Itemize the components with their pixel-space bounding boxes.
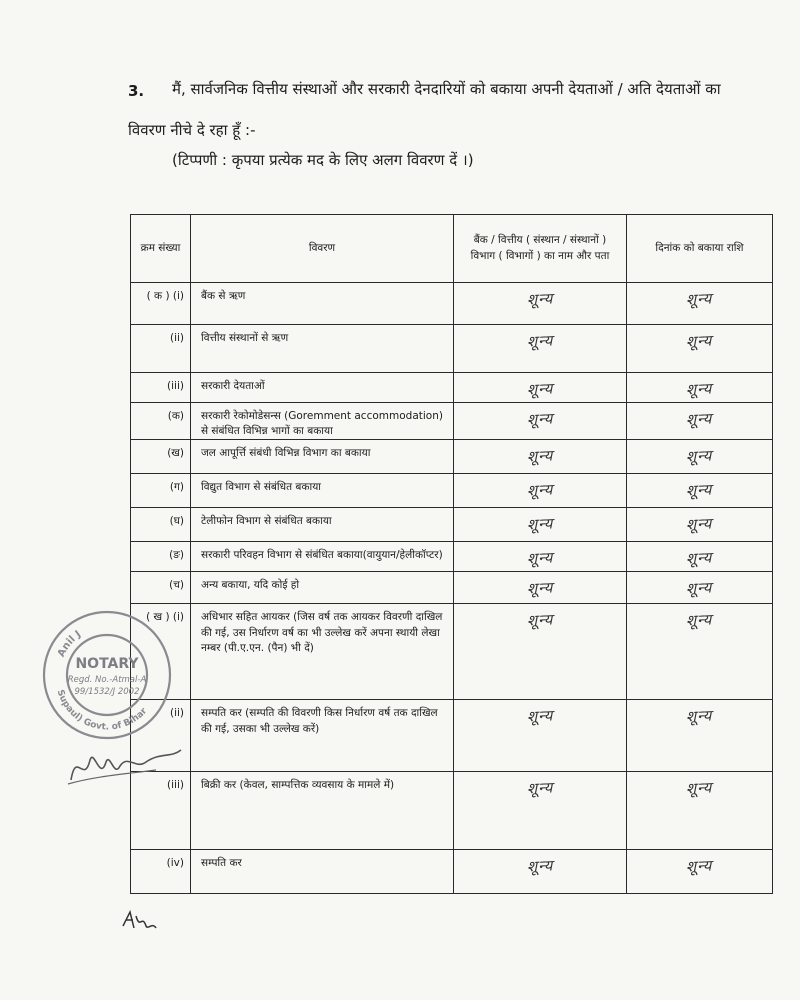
row-institution [454, 474, 627, 508]
row-serial: (च) [131, 572, 191, 604]
handwritten-nil: शून्य [526, 514, 554, 535]
handwritten-nil: शून्य [685, 706, 714, 727]
row-amount [627, 850, 773, 894]
table-row [131, 325, 773, 373]
row-amount [627, 542, 773, 572]
handwritten-nil: शून्य [685, 446, 714, 467]
paragraph-number: 3. [128, 82, 145, 100]
table-row [131, 604, 773, 700]
table-row [131, 373, 773, 403]
row-institution [454, 283, 627, 325]
signature-scribble [66, 740, 186, 790]
paragraph-line-2: विवरण नीचे दे रहा हूँ :- [128, 121, 256, 139]
row-description: वित्तीय संस्थानों से ऋण [191, 325, 454, 373]
row-description: बैंक से ऋण [191, 283, 454, 325]
row-serial: ( क ) (i) [131, 283, 191, 325]
row-description: टेलीफोन विभाग से संबंधित बकाया [191, 508, 454, 542]
row-description: सरकारी रेकोमोडेसन्स (Goremment accommodation) से संबंधित विभिन्न भागों का बकाया [191, 403, 454, 440]
table-row [131, 440, 773, 474]
table-row [131, 772, 773, 850]
table-row [131, 474, 773, 508]
handwritten-nil: शून्य [526, 331, 554, 351]
row-description: विद्युत विभाग से संबंधित बकाया [191, 474, 454, 508]
row-amount [627, 508, 773, 542]
row-amount [627, 283, 773, 325]
row-amount [627, 700, 773, 772]
row-serial: ( ख ) (i) [131, 604, 191, 700]
row-description: अधिभार सहित आयकर (जिस वर्ष तक आयकर विवरणी दाखिल की गई, उस निर्धारण वर्ष का भी उल्लेख करें अपना स्थायी लेखा नम्बर (पी.ए.एन. (पैन) भी दें) [191, 604, 454, 700]
header-amount: दिनांक को बकाया राशि [627, 215, 773, 283]
row-institution [454, 604, 627, 700]
table-row [131, 542, 773, 572]
row-description: जल आपूर्त्ति संबंधी विभिन्न विभाग का बकाया [191, 440, 454, 474]
table-row [131, 283, 773, 325]
row-serial: (ख) [131, 440, 191, 474]
handwritten-nil: शून्य [685, 548, 714, 569]
row-description: सरकारी देयताओं [191, 373, 454, 403]
handwritten-nil: शून्य [685, 514, 714, 535]
row-serial: (घ) [131, 508, 191, 542]
row-institution [454, 440, 627, 474]
handwritten-nil: शून्य [685, 856, 714, 877]
handwritten-nil: शून्य [526, 610, 554, 631]
row-description: सम्पति कर (सम्पति की विवरणी किस निर्धारण वर्ष तक दाखिल की गई, उसका भी उल्लेख करें) [191, 700, 454, 772]
header-institution: बैंक / वित्तीय ( संस्थान / संस्थानों ) विभाग ( विभागों ) का नाम और पता [454, 215, 627, 283]
handwritten-nil: शून्य [685, 578, 714, 599]
row-institution [454, 700, 627, 772]
row-serial: (iv) [131, 850, 191, 894]
row-serial: (iii) [131, 772, 191, 850]
row-description: अन्य बकाया, यदि कोई हो [191, 572, 454, 604]
paragraph-line-1: मैं, सार्वजनिक वित्तीय संस्थाओं और सरकारी देनदारियों को बकाया अपनी देयताओं / अति देयताओं का [172, 80, 721, 98]
stamp-arc-bottom: Supaul) Govt. of Bihar [54, 688, 150, 733]
liabilities-table [130, 214, 773, 894]
table-row [131, 572, 773, 604]
stamp-line-1: Regd. No.-Atmal-A [67, 675, 147, 685]
row-serial: (क) [131, 403, 191, 440]
row-description: सरकारी परिवहन विभाग से संबंधित बकाया(वायुयान/हेलीकॉप्टर) [191, 542, 454, 572]
handwritten-nil: शून्य [526, 778, 554, 799]
table-row [131, 403, 773, 440]
handwritten-nil: शून्य [685, 289, 714, 309]
row-amount [627, 772, 773, 850]
row-serial: (iii) [131, 373, 191, 403]
row-institution [454, 772, 627, 850]
row-institution [454, 373, 627, 403]
row-institution [454, 508, 627, 542]
svg-text:Anil J [56, 629, 83, 659]
handwritten-nil: शून्य [685, 409, 714, 429]
row-serial: (ङ) [131, 542, 191, 572]
row-institution [454, 572, 627, 604]
row-serial: (ii) [131, 325, 191, 373]
handwritten-nil: शून्य [685, 480, 714, 501]
stamp-title: NOTARY [75, 656, 139, 672]
handwritten-nil: शून्य [526, 480, 554, 501]
handwritten-nil: शून्य [526, 409, 554, 429]
row-amount [627, 474, 773, 508]
row-institution [454, 325, 627, 373]
handwritten-nil: शून्य [526, 856, 554, 877]
paragraph-note: (टिप्पणी : कृपया प्रत्येक मद के लिए अलग विवरण दें ।) [172, 151, 474, 169]
handwritten-nil: शून्य [685, 379, 714, 399]
row-institution [454, 403, 627, 440]
row-amount [627, 403, 773, 440]
row-amount [627, 440, 773, 474]
handwritten-nil: शून्य [685, 331, 714, 351]
handwritten-nil: शून्य [526, 578, 554, 599]
handwritten-nil: शून्य [526, 289, 554, 309]
stamp-line-2: 99/1532/J 2002 [74, 687, 140, 697]
row-institution [454, 542, 627, 572]
row-description: बिक्री कर (केवल, साम्पत्तिक व्यवसाय के मामले में) [191, 772, 454, 850]
handwritten-nil: शून्य [526, 446, 554, 467]
table-row [131, 508, 773, 542]
stamp-arc-top: Anil J [56, 628, 84, 659]
initials-scribble [120, 908, 160, 934]
row-serial: (ग) [131, 474, 191, 508]
row-description: सम्पति कर [191, 850, 454, 894]
handwritten-nil: शून्य [685, 778, 714, 799]
row-amount [627, 572, 773, 604]
header-description: विवरण [191, 215, 454, 283]
table-row [131, 700, 773, 772]
table-header-row [131, 215, 773, 283]
row-amount [627, 325, 773, 373]
table-row [131, 850, 773, 894]
row-serial: (ii) [131, 700, 191, 772]
row-amount [627, 373, 773, 403]
handwritten-nil: शून्य [526, 706, 554, 727]
handwritten-nil: शून्य [685, 610, 714, 631]
handwritten-nil: शून्य [526, 548, 554, 569]
header-serial: क्रम संख्या [131, 215, 191, 283]
handwritten-nil: शून्य [526, 379, 554, 399]
row-amount [627, 604, 773, 700]
row-institution [454, 850, 627, 894]
